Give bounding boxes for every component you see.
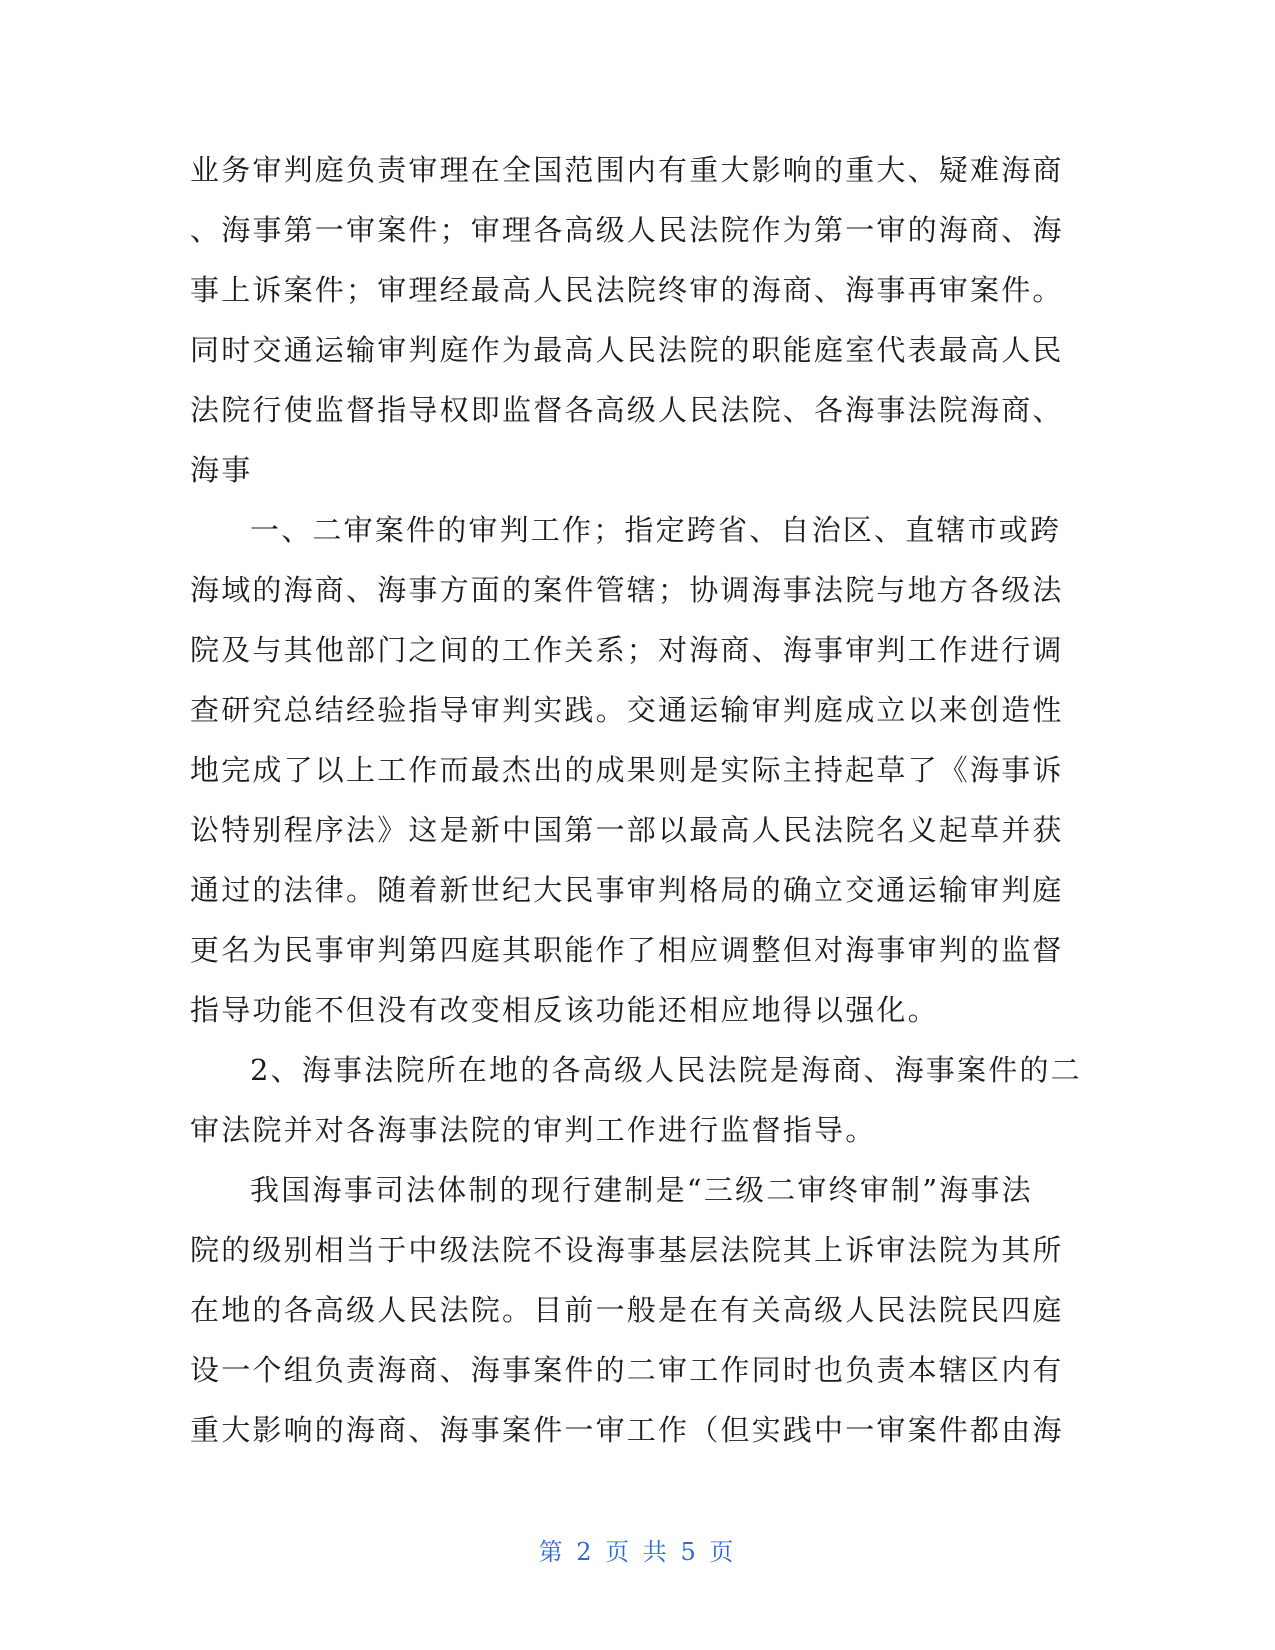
text-line: 讼特别程序法》这是新中国第一部以最高人民法院名义起草并获	[190, 813, 1064, 847]
text-line: 更名为民事审判第四庭其职能作了相应调整但对海事审判的监督	[190, 933, 1064, 967]
text-line: 法院行使监督指导权即监督各高级人民法院、各海事法院海商、	[190, 393, 1064, 427]
text-line: 重大影响的海商、海事案件一审工作（但实践中一审案件都由海	[190, 1413, 1064, 1447]
text-line: 在地的各高级人民法院。目前一般是在有关高级人民法院民四庭	[190, 1293, 1064, 1327]
page-number-footer: 第 2 页 共 5 页	[538, 1538, 737, 1566]
text-line: 业务审判庭负责审理在全国范围内有重大影响的重大、疑难海商	[190, 153, 1064, 187]
text-line: 一、二审案件的审判工作；指定跨省、自治区、直辖市或跨	[250, 513, 1062, 547]
text-line: 同时交通运输审判庭作为最高人民法院的职能庭室代表最高人民	[190, 333, 1064, 367]
text-line: 指导功能不但没有改变相反该功能还相应地得以强化。	[190, 993, 939, 1027]
text-line: 海事	[190, 453, 253, 487]
text-line: 地完成了以上工作而最杰出的成果则是实际主持起草了《海事诉	[190, 753, 1064, 787]
text-line: 审法院并对各海事法院的审判工作进行监督指导。	[190, 1113, 877, 1147]
text-line: 、海事第一审案件；审理各高级人民法院作为第一审的海商、海	[190, 213, 1064, 247]
text-line: 院及与其他部门之间的工作关系；对海商、海事审判工作进行调	[190, 633, 1064, 667]
text-line: 查研究总结经验指导审判实践。交通运输审判庭成立以来创造性	[190, 693, 1064, 727]
text-line: 设一个组负责海商、海事案件的二审工作同时也负责本辖区内有	[190, 1353, 1064, 1387]
text-line: 我国海事司法体制的现行建制是“三级二审终审制”海事法	[250, 1173, 1033, 1207]
text-line: 通过的法律。随着新世纪大民事审判格局的确立交通运输审判庭	[190, 873, 1064, 907]
text-line: 海域的海商、海事方面的案件管辖；协调海事法院与地方各级法	[190, 573, 1064, 607]
text-line: 2、海事法院所在地的各高级人民法院是海商、海事案件的二	[250, 1053, 1082, 1087]
document-body	[190, 140, 1080, 1460]
text-line: 院的级别相当于中级法院不设海事基层法院其上诉审法院为其所	[190, 1233, 1064, 1267]
text-line: 事上诉案件；审理经最高人民法院终审的海商、海事再审案件。	[190, 273, 1064, 307]
